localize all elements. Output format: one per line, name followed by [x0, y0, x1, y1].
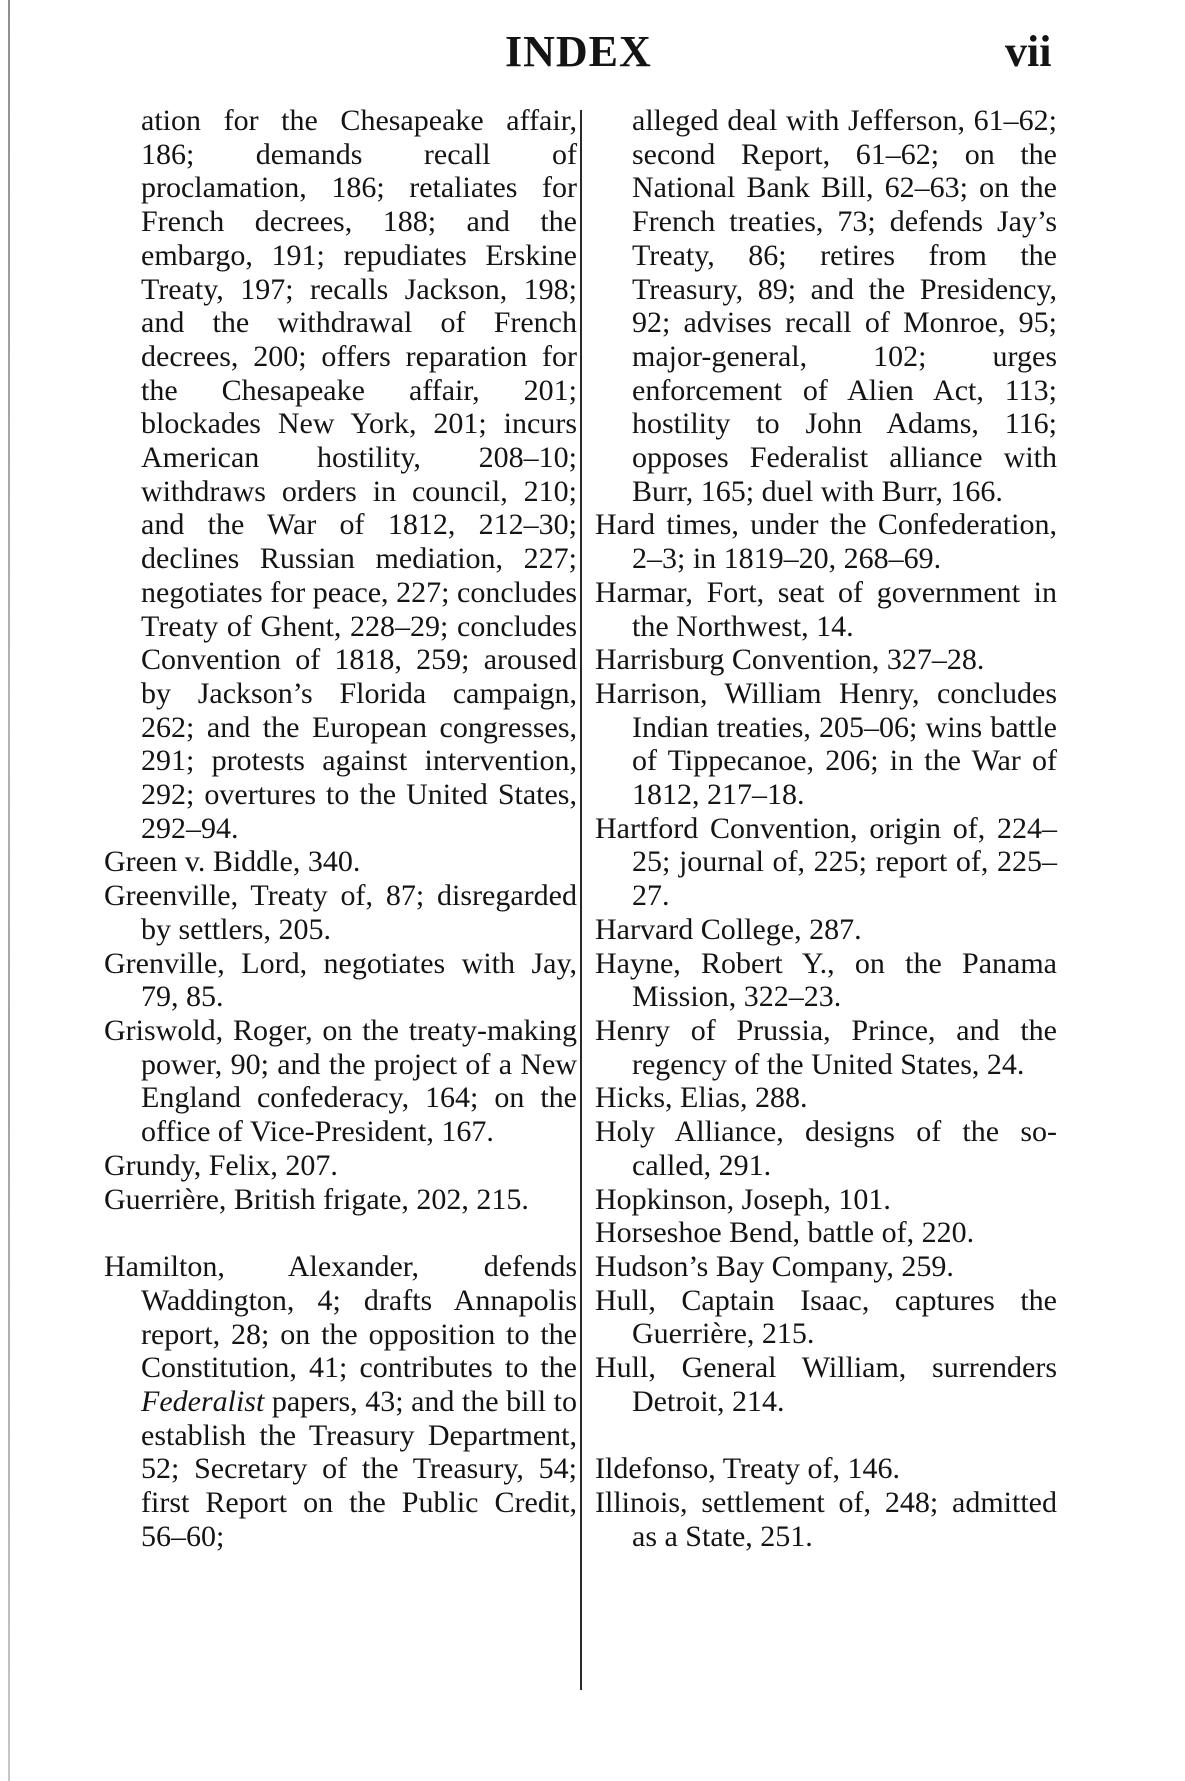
page-number: vii — [1005, 27, 1052, 76]
index-entry: Holy Alliance, designs of the so-called, 291. — [595, 1115, 1057, 1182]
right-column — [595, 104, 1057, 1554]
index-entry: Hayne, Robert Y., on the Panama Mission, 322–23. — [595, 946, 1057, 1014]
running-head: INDEX — [505, 27, 652, 76]
index-entry: Grundy, Felix, 207. — [104, 1148, 338, 1182]
index-entry: Hudson’s Bay Company, 259. — [595, 1249, 954, 1283]
index-entry: Guerrière, British frigate, 202, 215. — [104, 1182, 529, 1216]
left-column — [104, 104, 577, 1554]
column-divider — [580, 110, 582, 1690]
index-entry: Harrisburg Convention, 327–28. — [595, 643, 985, 677]
index-entry: Grenville, Lord, negotiates with Jay, 79, 85. — [104, 946, 577, 1014]
index-entry: Harrison, William Henry, concludes Indian treaties, 205–06; wins battle of Tippecanoe, 206; in the War of 1812, 217–18. — [595, 676, 1057, 812]
index-entry: Horseshoe Bend, battle of, 220. — [595, 1216, 975, 1250]
index-entry: Harmar, Fort, seat of government in the Northwest, 14. — [595, 575, 1057, 643]
index-entry: Hull, General William, surrenders Detroit, 214. — [595, 1351, 1057, 1418]
scan-edge — [8, 0, 10, 1781]
letter-group-gap — [595, 1418, 1057, 1452]
index-entry: Ildefonso, Treaty of, 146. — [595, 1452, 900, 1486]
letter-group-gap — [104, 1216, 577, 1250]
index-entry: Green v. Biddle, 340. — [104, 845, 361, 879]
index-entry: Griswold, Roger, on the treaty-making power, 90; and the project of a New England confederacy, 164; on the office of Vice-President, 167. — [104, 1013, 577, 1149]
entry-text: papers, 43; and the bill to establish the Treasury Department, 52; Secretary of the Treasury, 54; first Report on the Public Credit, 56–60; — [141, 1385, 577, 1553]
index-entry: Hull, Captain Isaac, captures the Guerrière, 215. — [595, 1283, 1057, 1351]
index-entry: Hicks, Elias, 288. — [595, 1081, 808, 1115]
italic-title: Federalist — [141, 1385, 265, 1419]
index-entry: Hopkinson, Joseph, 101. — [595, 1182, 891, 1216]
index-entry-hamilton — [104, 1250, 577, 1553]
entry-text: Hamilton, Alexander, defends Waddington, 4; drafts Annapolis report, 28; on the opposition to the Constitution, 41; contributes to the — [104, 1250, 577, 1385]
index-entry: Henry of Prussia, Prince, and the regency of the United States, 24. — [595, 1013, 1057, 1081]
index-entry: Greenville, Treaty of, 87; disregarded by settlers, 205. — [104, 879, 577, 946]
index-entry: Hartford Convention, origin of, 224–25; journal of, 225; report of, 225–27. — [595, 811, 1057, 913]
index-entry-continuation: alleged deal with Jefferson, 61–62; second Report, 61–62; on the National Bank Bill, 62–63; on the French treaties, 73; defends Jay’s Treaty, 86; retires from the Treasury, 89; and the Presidency, 92; advises recall of Monroe, 95; major-general, 102; urges enforcement of Alien Act, 113; hostility to John Adams, 116; opposes Federalist alliance with Burr, 165; duel with Burr, 166. — [632, 104, 1057, 508]
index-entry: Harvard College, 287. — [595, 912, 862, 946]
index-entry: Illinois, settlement of, 248; admitted as a State, 251. — [595, 1486, 1057, 1553]
index-entry: ation for the Chesapeake affair, 186; demands recall of proclamation, 186; retaliates for French decrees, 188; and the embargo, 191; repudiates Erskine Treaty, 197; recalls Jackson, 198; and the withdrawal of French decrees, 200; offers reparation for the Chesapeake affair, 201; blockades New York, 201; incurs American hostility, 208–10; withdraws orders in council, 210; and the War of 1812, 212–30; declines Russian mediation, 227; negotiates for peace, 227; concludes Treaty of Ghent, 228–29; concludes Convention of 1818, 259; aroused by Jackson’s Florida campaign, 262; and the European congresses, 291; protests against intervention, 292; overtures to the United States, 292–94. — [141, 104, 577, 845]
index-entry: Hard times, under the Confederation, 2–3; in 1819–20, 268–69. — [595, 508, 1057, 576]
